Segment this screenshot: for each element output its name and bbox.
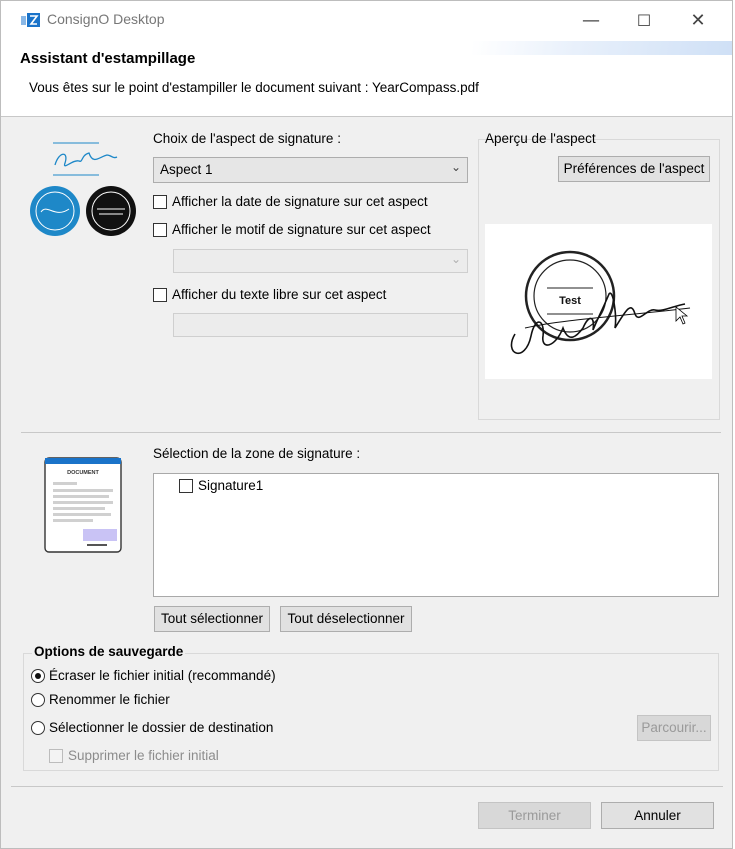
select-all-button[interactable]: Tout sélectionner	[154, 606, 270, 632]
page-title: Assistant d'estampillage	[20, 50, 196, 67]
minimize-button[interactable]: —	[582, 10, 600, 31]
aspect-select[interactable]	[153, 157, 468, 183]
destination-label: Sélectionner le dossier de destination	[49, 720, 274, 735]
rename-radio[interactable]	[31, 692, 170, 707]
show-date-checkbox[interactable]	[153, 194, 428, 209]
section-separator	[21, 432, 721, 433]
browse-button[interactable]: Parcourir...	[637, 715, 711, 741]
aspect-preferences-button[interactable]: Préférences de l'aspect	[558, 156, 710, 182]
overwrite-radio[interactable]	[31, 668, 276, 683]
free-text-input[interactable]	[173, 313, 468, 337]
rename-label: Renommer le fichier	[49, 692, 170, 707]
deselect-all-button[interactable]: Tout déselectionner	[280, 606, 412, 632]
checkbox-box[interactable]	[153, 223, 167, 237]
signature-zone-list[interactable]	[153, 473, 719, 597]
aspect-label: Choix de l'aspect de signature :	[153, 131, 341, 146]
preview-group-label: Aperçu de l'aspect	[485, 131, 596, 146]
finish-button[interactable]: Terminer	[478, 802, 591, 829]
signature-preview-image	[485, 224, 712, 379]
zone-label: Sélection de la zone de signature :	[153, 446, 361, 461]
radio-circle[interactable]	[31, 693, 45, 707]
signature-stamps-illustration	[29, 139, 141, 239]
checkbox-box[interactable]	[153, 195, 167, 209]
maximize-button[interactable]: ☐	[636, 11, 652, 30]
doc-illus-title: DOCUMENT	[67, 470, 99, 476]
reason-select[interactable]	[173, 249, 468, 273]
page-description: Vous êtes sur le point d'estampiller le document suivant : YearCompass.pdf	[29, 80, 479, 95]
radio-circle[interactable]	[31, 669, 45, 683]
destination-radio[interactable]	[31, 720, 273, 735]
show-date-label: Afficher la date de signature sur cet aspect	[172, 194, 428, 209]
cancel-button[interactable]: Annuler	[601, 802, 714, 829]
show-reason-label: Afficher le motif de signature sur cet aspect	[172, 222, 431, 237]
show-reason-checkbox[interactable]	[153, 222, 431, 237]
delete-initial-checkbox[interactable]	[49, 748, 219, 763]
consigno-app-icon	[21, 13, 41, 27]
aspect-select-value: Aspect 1	[160, 162, 213, 177]
overwrite-label: Écraser le fichier initial (recommandé)	[49, 668, 276, 683]
show-free-text-label: Afficher du texte libre sur cet aspect	[172, 287, 387, 302]
title-bar	[1, 1, 732, 41]
save-options-title: Options de sauvegarde	[34, 644, 184, 659]
mouse-cursor-icon	[676, 307, 687, 324]
document-illustration-icon	[43, 456, 123, 554]
radio-circle[interactable]	[31, 721, 45, 735]
footer-separator	[11, 786, 723, 787]
stamp-text: Test	[559, 295, 581, 307]
show-free-text-checkbox[interactable]	[153, 287, 386, 302]
signature-zone-label: Signature1	[198, 478, 264, 493]
close-button[interactable]: ✕	[690, 10, 706, 31]
chevron-down-icon: ⌄	[450, 252, 461, 266]
checkbox-box[interactable]	[179, 479, 193, 493]
chevron-down-icon: ⌄	[450, 160, 461, 174]
header-banner	[472, 41, 732, 55]
delete-initial-label: Supprimer le fichier initial	[68, 748, 219, 763]
app-title: ConsignO Desktop	[47, 11, 165, 27]
aspect-preview	[485, 224, 712, 379]
checkbox-box[interactable]	[153, 288, 167, 302]
checkbox-box[interactable]	[49, 749, 63, 763]
list-item[interactable]	[179, 478, 263, 493]
wizard-header	[1, 41, 732, 117]
